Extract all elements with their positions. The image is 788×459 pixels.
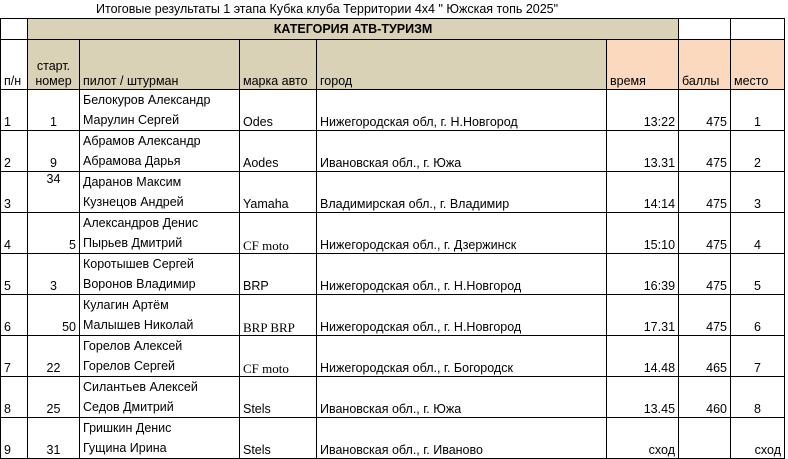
header-pn[interactable]: п/н bbox=[1, 40, 28, 90]
cell-start-number[interactable]: 34 bbox=[28, 172, 80, 213]
cell-city[interactable]: Ивановская обл., г. Южа bbox=[317, 131, 607, 172]
cell-points[interactable]: 465 bbox=[679, 336, 731, 377]
cell-time[interactable]: сход bbox=[607, 418, 679, 459]
cell-city[interactable]: Нижегородская обл, г. Н.Новгород bbox=[317, 90, 607, 131]
cell-pilot[interactable] bbox=[80, 336, 240, 377]
category-row bbox=[1, 19, 785, 40]
cell-pn[interactable]: 4 bbox=[1, 213, 28, 254]
header-time[interactable]: время bbox=[607, 40, 679, 90]
header-row bbox=[1, 40, 785, 90]
cell-brand[interactable]: BRP bbox=[240, 254, 317, 295]
cell-city[interactable]: Ивановская обл., г. Иваново bbox=[317, 418, 607, 459]
cell-time[interactable]: 15:10 bbox=[607, 213, 679, 254]
header-brand[interactable]: марка авто bbox=[240, 40, 317, 90]
cell-time[interactable]: 14:14 bbox=[607, 172, 679, 213]
cell-city[interactable]: Ивановская обл., г. Южа bbox=[317, 377, 607, 418]
cell-points[interactable]: 475 bbox=[679, 254, 731, 295]
cell-brand[interactable]: Stels bbox=[240, 377, 317, 418]
cell-time[interactable]: 17.31 bbox=[607, 295, 679, 336]
cell-city[interactable]: Владимирская обл., г. Владимир bbox=[317, 172, 607, 213]
cell-place[interactable]: 3 bbox=[731, 172, 785, 213]
cell-brand[interactable]: CF moto bbox=[240, 213, 317, 254]
cell-pn[interactable]: 2 bbox=[1, 131, 28, 172]
cell-pn[interactable]: 1 bbox=[1, 90, 28, 131]
cell-pilot[interactable] bbox=[80, 377, 240, 418]
navigator-name: Воронов Владимир bbox=[83, 277, 196, 291]
cell-city[interactable]: Нижегородская обл., г. Н.Новгород bbox=[317, 254, 607, 295]
category-spacer-cell[interactable] bbox=[1, 19, 28, 40]
cell-start-number[interactable]: 9 bbox=[28, 131, 80, 172]
header-start-number[interactable] bbox=[28, 40, 80, 90]
cell-brand[interactable]: CF moto bbox=[240, 336, 317, 377]
category-spacer-cell[interactable] bbox=[731, 19, 785, 40]
pilot-name: Абрамов Александр bbox=[83, 134, 201, 148]
cell-start-number[interactable]: 1 bbox=[28, 90, 80, 131]
table-row bbox=[1, 90, 785, 131]
cell-pn[interactable]: 6 bbox=[1, 295, 28, 336]
cell-points[interactable]: 475 bbox=[679, 295, 731, 336]
navigator-name: Гущина Ирина bbox=[83, 441, 167, 455]
cell-pilot[interactable] bbox=[80, 254, 240, 295]
header-points[interactable]: баллы bbox=[679, 40, 731, 90]
cell-pn[interactable]: 3 bbox=[1, 172, 28, 213]
header-pilot[interactable]: пилот / штурман bbox=[80, 40, 240, 90]
cell-place[interactable]: 5 bbox=[731, 254, 785, 295]
cell-pilot[interactable] bbox=[80, 172, 240, 213]
table-row bbox=[1, 295, 785, 336]
cell-place[interactable]: 8 bbox=[731, 377, 785, 418]
category-title[interactable]: КАТЕГОРИЯ АТВ-ТУРИЗМ bbox=[28, 19, 679, 40]
cell-place[interactable]: сход bbox=[731, 418, 785, 459]
cell-time[interactable]: 16:39 bbox=[607, 254, 679, 295]
cell-time[interactable]: 13:22 bbox=[607, 90, 679, 131]
cell-start-number[interactable]: 22 bbox=[28, 336, 80, 377]
table-row bbox=[1, 213, 785, 254]
cell-pn[interactable]: 8 bbox=[1, 377, 28, 418]
navigator-name: Горелов Сергей bbox=[83, 359, 176, 373]
cell-points[interactable]: 475 bbox=[679, 213, 731, 254]
cell-points[interactable]: 460 bbox=[679, 377, 731, 418]
table-row bbox=[1, 254, 785, 295]
cell-pn[interactable]: 5 bbox=[1, 254, 28, 295]
navigator-name: Абрамова Дарья bbox=[83, 154, 181, 168]
cell-points[interactable]: 475 bbox=[679, 90, 731, 131]
cell-pilot[interactable] bbox=[80, 418, 240, 459]
cell-time[interactable]: 13.31 bbox=[607, 131, 679, 172]
cell-brand[interactable]: Yamaha bbox=[240, 172, 317, 213]
cell-place[interactable]: 2 bbox=[731, 131, 785, 172]
header-place[interactable]: место bbox=[731, 40, 785, 90]
table-row bbox=[1, 418, 785, 459]
cell-start-number[interactable]: 31 bbox=[28, 418, 80, 459]
pilot-name: Даранов Максим bbox=[83, 175, 182, 189]
cell-brand[interactable]: Stels bbox=[240, 418, 317, 459]
cell-start-number[interactable]: 5 bbox=[28, 213, 80, 254]
table-row bbox=[1, 172, 785, 213]
page-title: Итоговые результаты 1 этапа Кубка клуба Территории 4х4 " Южская топь 2025" bbox=[96, 2, 559, 16]
navigator-name: Марулин Сергей bbox=[83, 113, 180, 127]
pilot-name: Силантьев Алексей bbox=[83, 380, 198, 394]
cell-brand[interactable]: Aodes bbox=[240, 131, 317, 172]
cell-city[interactable]: Нижегородская обл., г. Дзержинск bbox=[317, 213, 607, 254]
header-start-top: старт. bbox=[36, 59, 71, 73]
pilot-name: Гришкин Денис bbox=[83, 421, 172, 435]
cell-place[interactable]: 1 bbox=[731, 90, 785, 131]
cell-start-number[interactable]: 3 bbox=[28, 254, 80, 295]
header-start-bottom: номер bbox=[35, 74, 72, 88]
cell-place[interactable]: 6 bbox=[731, 295, 785, 336]
cell-pilot[interactable] bbox=[80, 295, 240, 336]
pilot-name: Коротышев Сергей bbox=[83, 257, 194, 271]
cell-pn[interactable]: 9 bbox=[1, 418, 28, 459]
navigator-name: Малышев Николай bbox=[83, 318, 194, 332]
cell-brand[interactable]: BRP BRP bbox=[240, 295, 317, 336]
cell-city[interactable]: Нижегородская обл., г. Н.Новгород bbox=[317, 295, 607, 336]
pilot-name: Кулагин Артём bbox=[83, 298, 169, 312]
pilot-name: Горелов Алексей bbox=[83, 339, 183, 353]
pilot-name: Александров Денис bbox=[83, 216, 199, 230]
table-row bbox=[1, 377, 785, 418]
cell-pilot[interactable] bbox=[80, 131, 240, 172]
cell-start-number[interactable]: 25 bbox=[28, 377, 80, 418]
results-table bbox=[0, 18, 785, 459]
navigator-name: Кузнецов Андрей bbox=[83, 195, 184, 209]
cell-time[interactable]: 14.48 bbox=[607, 336, 679, 377]
cell-pilot[interactable] bbox=[80, 213, 240, 254]
cell-city[interactable]: Нижегородская обл., г. Богородск bbox=[317, 336, 607, 377]
table-row bbox=[1, 131, 785, 172]
cell-pn[interactable]: 7 bbox=[1, 336, 28, 377]
cell-brand[interactable]: Odes bbox=[240, 90, 317, 131]
cell-points[interactable] bbox=[679, 418, 731, 459]
pilot-name: Белокуров Александр bbox=[83, 93, 211, 107]
header-city[interactable]: город bbox=[317, 40, 607, 90]
cell-place[interactable]: 4 bbox=[731, 213, 785, 254]
cell-place[interactable]: 7 bbox=[731, 336, 785, 377]
category-spacer-cell[interactable] bbox=[679, 19, 731, 40]
table-row bbox=[1, 336, 785, 377]
cell-start-number[interactable]: 50 bbox=[28, 295, 80, 336]
cell-time[interactable]: 13.45 bbox=[607, 377, 679, 418]
cell-pilot[interactable] bbox=[80, 90, 240, 131]
cell-points[interactable]: 475 bbox=[679, 131, 731, 172]
navigator-name: Седов Дмитрий bbox=[83, 400, 174, 414]
cell-points[interactable]: 475 bbox=[679, 172, 731, 213]
navigator-name: Пырьев Дмитрий bbox=[83, 236, 183, 250]
